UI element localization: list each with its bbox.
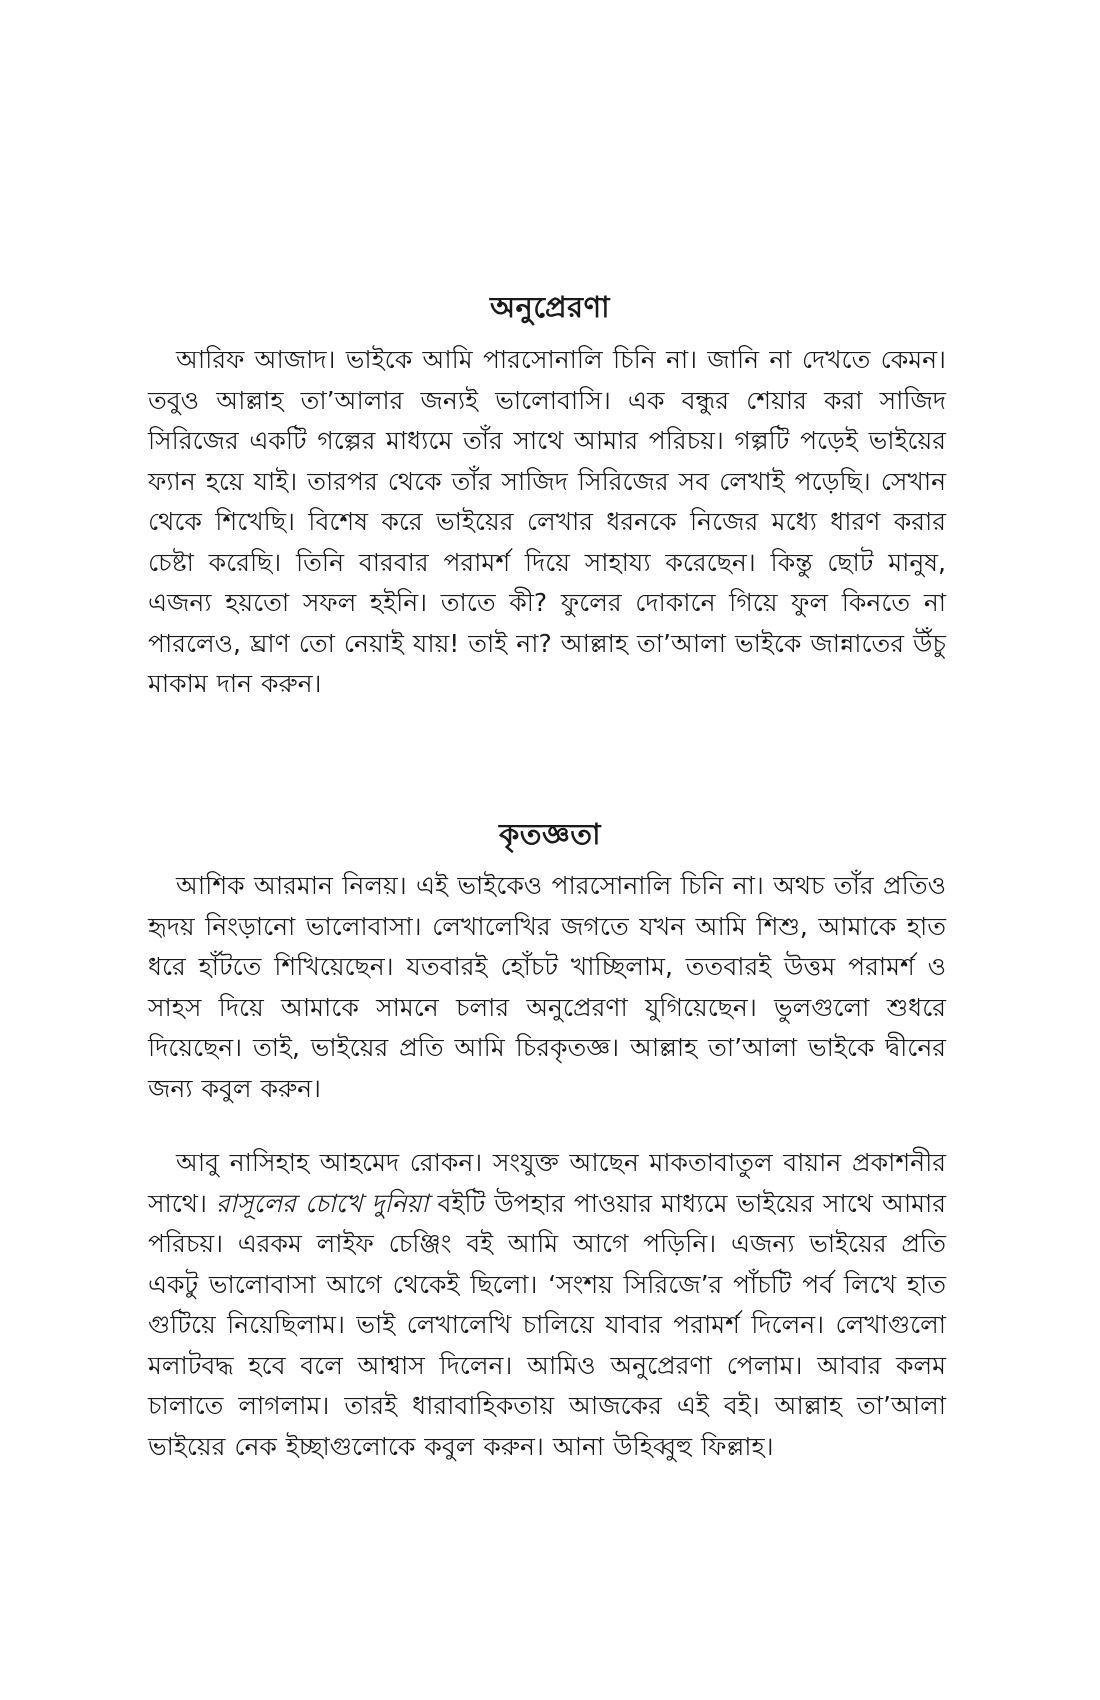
paragraph-abu-nasihah-part-2: বইটি উপহার পাওয়ার মাধ্যমে ভাইয়ের সাথে আমার পরিচয়। এরকম লাইফ চেঞ্জিং বই আমি আগে পড়িনি। এজন্য ভাইয়ের প্রতি একটু ভালোবাসা আগে থেকেই ছিলো। ‘সংশয় সিরিজে’র পাঁচটি পর্ব লিখে হাত গুটিয়ে নিয়েছিলাম। ভাই লেখালেখি চালিয়ে যাবার পরামর্শ দিলেন। লেখাগুলো মলাটবদ্ধ হবে বলে আশ্বাস দিলেন। আমিও অনুপ্রেরণা পেলাম। আবার কলম চালাতে লাগলাম। তারই ধারাবাহিকতায় আজকের এই বই। আল্লাহ তা’আলা ভাইয়ের নেক ইচ্ছাগুলোকে কবুল করুন। আনা উহিব্বুহু ফিল্লাহ। bbox=[148, 1188, 946, 1461]
section-body-gratitude bbox=[148, 866, 946, 1467]
section-body-inspiration bbox=[148, 340, 946, 705]
paragraph-abu-nasihah-part-1: আবু নাসিহাহ আহমেদ রোকন। সংযুক্ত আছেন মাকতাবাতুল বায়ান প্রকাশনীর সাথে। bbox=[148, 1148, 946, 1218]
paragraph-arif-azad: আরিফ আজাদ। ভাইকে আমি পারসোনালি চিনি না। জানি না দেখতে কেমন। তবুও আল্লাহ তা’আলার জন্যই ভালোবাসি। এক বন্ধুর শেয়ার করা সাজিদ সিরিজের একটি গল্পের মাধ্যমে তাঁর সাথে আমার পরিচয়। গল্পটি পড়েই ভাইয়ের ফ্যান হয়ে যাই। তারপর থেকে তাঁর সাজিদ সিরিজের সব লেখাই পড়েছি। সেখান থেকে শিখেছি। বিশেষ করে ভাইয়ের লেখার ধরনকে নিজের মধ্যে ধারণ করার চেষ্টা করেছি। তিনি বারবার পরামর্শ দিয়ে সাহায্য করেছেন। কিন্তু ছোট মানুষ, এজন্য হয়তো সফল হইনি। তাতে কী? ফুলের দোকানে গিয়ে ফুল কিনতে না পারলেও, ঘ্রাণ তো নেয়াই যায়! তাই না? আল্লাহ তা’আলা ভাইকে জান্নাতের উঁচু মাকাম দান করুন। bbox=[148, 345, 946, 698]
book-title-italic: রাসূলের চোখে দুনিয়া bbox=[215, 1188, 429, 1218]
section-heading-gratitude: কৃতজ্ঞতা bbox=[499, 817, 601, 852]
paragraph-abu-nasihah bbox=[148, 1143, 946, 1467]
section-heading-inspiration: অনুপ্রেরণা bbox=[489, 290, 611, 325]
paragraph-ashik-arman: আশিক আরমান নিলয়। এই ভাইকেও পারসোনালি চিনি না। অথচ তাঁর প্রতিও হৃদয় নিংড়ানো ভালোবাসা। লেখালেখির জগতে যখন আমি শিশু, আমাকে হাত ধরে হাঁটতে শিখিয়েছেন। যতবারই হোঁচট খাচ্ছিলাম, ততবারই উত্তম পরামর্শ ও সাহস দিয়ে আমাকে সামনে চলার অনুপ্রেরণা যুগিয়েছেন। ভুলগুলো শুধরে দিয়েছেন। তাই, ভাইয়ের প্রতি আমি চিরকৃতজ্ঞ। আল্লাহ তা’আলা ভাইকে দ্বীনের জন্য কবুল করুন। bbox=[148, 871, 946, 1103]
